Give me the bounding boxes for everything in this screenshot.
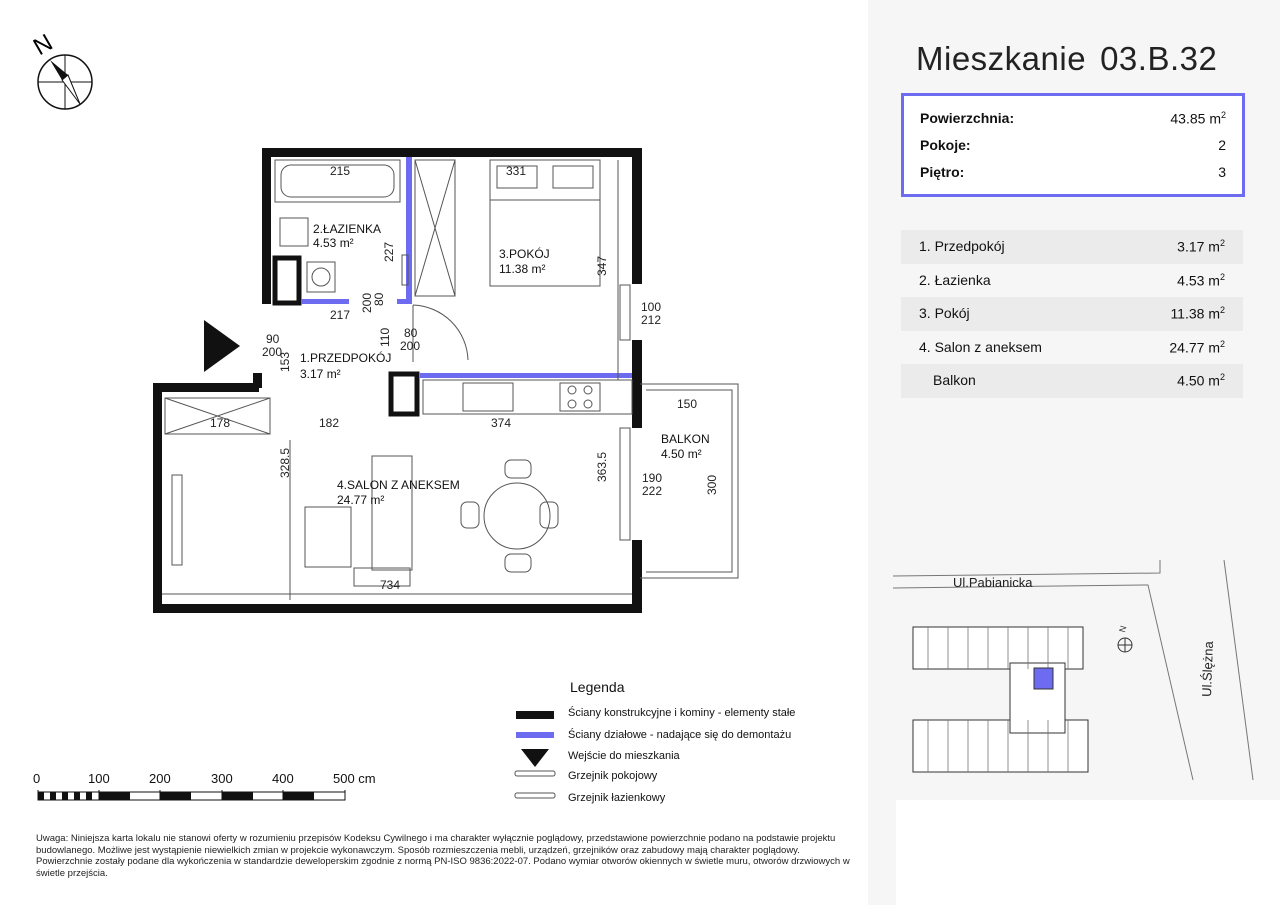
room-name: 3.POKÓJ xyxy=(499,247,550,261)
balcony-name: BALKON xyxy=(661,432,710,446)
dimension-label: 363.5 xyxy=(595,451,609,482)
rooms-value: 2 xyxy=(1218,137,1226,153)
room-name: 2. Łazienka xyxy=(919,271,991,288)
dimension-label: 150 xyxy=(677,397,698,411)
legend-item: Ściany konstrukcyjne i kominy - elementy stałe xyxy=(568,707,796,719)
room-row xyxy=(901,264,1243,298)
room-area: 3.17 $m^2$ xyxy=(1177,238,1225,255)
info-panel xyxy=(868,0,1280,905)
site-compass-icon xyxy=(1117,625,1132,652)
summary-floor-row xyxy=(920,164,1226,188)
dimension-label: 178 xyxy=(210,416,231,430)
apartment-title-label: Mieszkanie xyxy=(916,40,1087,77)
floor-value: 3 xyxy=(1218,164,1226,180)
room-name: Balkon xyxy=(933,372,976,388)
living-area: 24.77 m² xyxy=(337,493,385,507)
room-name: 3. Pokój xyxy=(919,305,970,321)
legend-item: Wejście do mieszkania xyxy=(568,750,680,762)
summary-rooms-row xyxy=(920,137,1226,161)
dimension-label: 212 xyxy=(641,313,662,327)
floor-label: Piętro: xyxy=(920,164,965,180)
entrance-arrow-icon xyxy=(204,320,240,372)
svg-text:500 cm: 500 cm xyxy=(333,771,376,786)
dimension-label: 331 xyxy=(506,164,527,178)
dimension-label: 200 xyxy=(262,345,283,359)
blank-area xyxy=(896,800,1280,905)
dimension-label: 734 xyxy=(380,578,401,592)
apartment-code: 03.B.32 xyxy=(1100,40,1218,77)
room-area: 11.38 $m^2$ xyxy=(1170,305,1225,322)
legend-item: Ściany działowe - nadające się do demontażu xyxy=(568,729,792,741)
dimension-label: 300 xyxy=(705,474,719,495)
room-area: 4.53 $m^2$ xyxy=(1177,271,1225,289)
dimension-label: 374 xyxy=(491,416,512,430)
room-row xyxy=(901,331,1243,365)
area-label: Powierzchnia: xyxy=(920,110,1015,126)
balcony-area: 4.50 m² xyxy=(661,447,702,461)
legend-item: Grzejnik łazienkowy xyxy=(568,792,666,804)
room-list xyxy=(901,230,1243,398)
legend-title: Legenda xyxy=(570,679,625,695)
apartment-highlight xyxy=(1034,668,1053,689)
scale-bar xyxy=(33,771,376,800)
svg-text:300: 300 xyxy=(211,771,233,786)
room-row xyxy=(901,297,1243,331)
svg-text:400: 400 xyxy=(272,771,294,786)
rooms-label: Pokoje: xyxy=(920,137,971,153)
living-name: 4.SALON Z ANEKSEM xyxy=(337,478,460,492)
room-row xyxy=(901,230,1243,264)
svg-text:200: 200 xyxy=(149,771,171,786)
compass-letter: N xyxy=(28,29,58,62)
bathroom-area: 4.53 m² xyxy=(313,236,354,250)
shaft xyxy=(391,374,417,414)
dimension-label: 100 xyxy=(641,300,662,314)
dimension-label: 182 xyxy=(319,416,340,430)
room-area: 11.38 m² xyxy=(499,262,546,276)
apartment-title xyxy=(916,40,1217,78)
room-name: 1. Przedpokój xyxy=(919,238,1005,254)
summary-box xyxy=(901,93,1245,197)
dimension-label: 80 xyxy=(404,326,418,340)
room-area: 24.77 $m^2$ xyxy=(1169,338,1225,356)
room-name: 4. Salon z aneksem xyxy=(919,338,1042,355)
compass-icon xyxy=(29,29,92,109)
site-compass-letter: N xyxy=(1117,624,1129,634)
dimension-label: 110 xyxy=(378,327,392,347)
dimension-label: 90 xyxy=(266,332,280,346)
legend-swatch-partition xyxy=(516,732,554,738)
dimension-label: 200 xyxy=(400,339,421,353)
svg-text:100: 100 xyxy=(88,771,110,786)
legend-entrance-icon xyxy=(521,749,549,767)
summary-area-row xyxy=(920,110,1226,134)
hall-area: 3.17 m² xyxy=(300,367,341,381)
room-area: 4.50 $m^2$ xyxy=(1177,372,1225,389)
dimension-label: 222 xyxy=(642,484,663,498)
room-row xyxy=(901,364,1243,398)
shaft xyxy=(275,258,299,303)
dimension-label: 200 xyxy=(360,292,374,313)
dimension-label: 217 xyxy=(330,308,351,322)
legend-item: Grzejnik pokojowy xyxy=(568,770,658,782)
bathroom-name: 2.ŁAZIENKA xyxy=(313,222,382,236)
legend-swatch-structural xyxy=(516,711,554,719)
hall-name: 1.PRZEDPOKÓJ xyxy=(300,351,392,365)
svg-text:0: 0 xyxy=(33,771,41,786)
dimension-label: 190 xyxy=(642,471,663,485)
dimension-label: 347 xyxy=(595,255,609,276)
dimension-label: 328.5 xyxy=(278,447,292,478)
partition-walls xyxy=(301,157,632,378)
area-value: 43.85 $m^2$ xyxy=(1170,110,1226,127)
dimension-label: 80 xyxy=(372,292,386,306)
dimension-label: 227 xyxy=(382,241,396,262)
street-label-slezna: Ul.Ślężna xyxy=(1199,640,1216,698)
dimension-label: 153 xyxy=(278,351,292,372)
street-label-pabianicka: Ul.Pabianicka xyxy=(953,575,1033,590)
disclaimer-note: Uwaga: Niniejsza karta lokalu nie stanowi oferty w rozumieniu przepisów Kodeksu Cywilnego i ma charakter wyłącznie poglądowy, przedstawione powierzchnie podano na podstawie projektu budowlanego. Możliwe jest wystąpienie niewielkich zmian w projekcie wykonawczym. Sposób rozmieszczenia mebli, urządzeń, grzejników oraz zabudowy mają charakter poglądowy. Powierzchnie zostały podane dla wykończenia w standardzie deweloperskim zgodnie z normą PN-ISO 9836:2022-07. Podano wymiar otworów okiennych w świetle muru, otworów drzwiowych w świetle przejścia. xyxy=(36,833,850,879)
dimension-label: 215 xyxy=(330,164,351,178)
site-map xyxy=(868,555,1280,795)
